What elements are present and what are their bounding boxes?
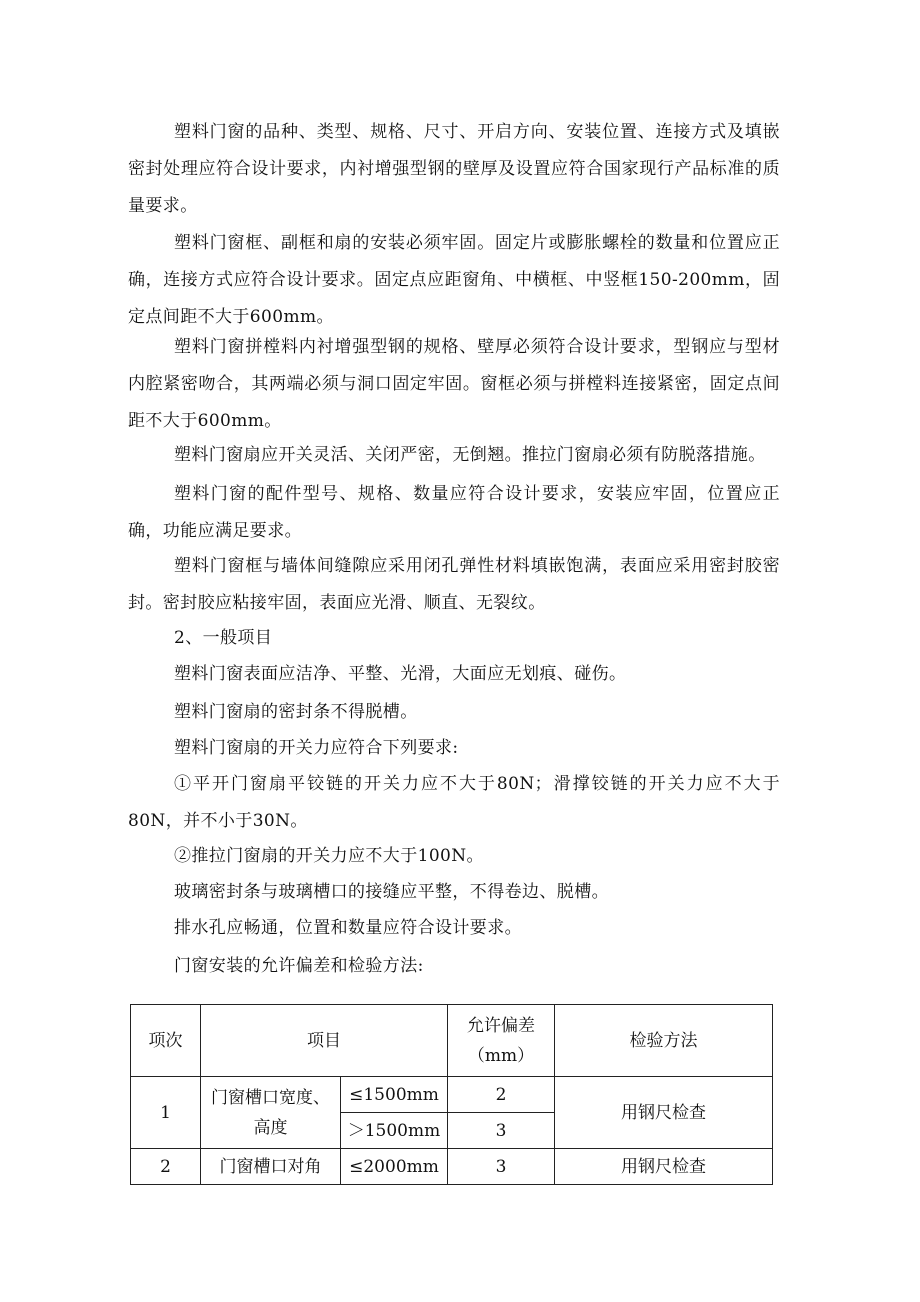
- paragraph-7: 塑料门窗表面应洁净、平整、光滑，大面应无划痕、碰伤。: [174, 664, 627, 684]
- header-index: 项次: [131, 1005, 201, 1077]
- row1-sub1-range: ≤1500mm: [341, 1077, 448, 1113]
- header-tolerance: [448, 1005, 555, 1077]
- paragraph-8: 塑料门窗扇的密封条不得脱槽。: [174, 702, 418, 722]
- row1-item-line1: 门窗槽口宽度、: [211, 1087, 330, 1108]
- row1-method: 用钢尺检查: [555, 1077, 773, 1149]
- tolerance-table: [130, 1004, 773, 1185]
- paragraph-2: 塑料门窗框、副框和扇的安装必须牢固。固定片或膨胀螺栓的数量和位置应正确，连接方式应符合设计要求。固定点应距窗角、中横框、中竖框150-200mm，固定点间距不大于600mm。: [128, 233, 780, 327]
- section-heading-general: 2、一般项目: [174, 628, 273, 648]
- paragraph-11: ②推拉门窗扇的开关力应不大于100N。: [174, 846, 484, 866]
- table-row: [131, 1149, 773, 1185]
- row2-item: 门窗槽口对角: [201, 1149, 341, 1185]
- table-row: [131, 1077, 773, 1113]
- row1-index: 1: [131, 1077, 201, 1149]
- row1-item: [201, 1077, 341, 1149]
- paragraph-13: 排水孔应畅通，位置和数量应符合设计要求。: [174, 918, 522, 938]
- row2-range: ≤2000mm: [341, 1149, 448, 1185]
- row2-method: 用钢尺检查: [555, 1149, 773, 1185]
- row2-tolerance: 3: [448, 1149, 555, 1185]
- paragraph-3: 塑料门窗拼樘料内衬增强型钢的规格、壁厚必须符合设计要求，型钢应与型材内腔紧密吻合，其两端必须与洞口固定牢固。窗框必须与拼樘料连接紧密，固定点间距不大于600mm。: [128, 337, 780, 431]
- paragraph-1: 塑料门窗的品种、类型、规格、尺寸、开启方向、安装位置、连接方式及填嵌密封处理应符合设计要求，内衬增强型钢的壁厚及设置应符合国家现行产品标准的质量要求。: [128, 122, 780, 216]
- header-tolerance-line1: 允许偏差: [467, 1015, 535, 1036]
- paragraph-6: 塑料门窗框与墙体间缝隙应采用闭孔弹性材料填嵌饱满，表面应采用密封胶密封。密封胶应粘接牢固，表面应光滑、顺直、无裂纹。: [128, 556, 780, 613]
- table-header-row: [131, 1005, 773, 1077]
- paragraph-14: 门窗安装的允许偏差和检验方法:: [174, 956, 424, 976]
- paragraph-12: 玻璃密封条与玻璃槽口的接缝应平整，不得卷边、脱槽。: [174, 882, 609, 902]
- paragraph-4: 塑料门窗扇应开关灵活、关闭严密，无倒翘。推拉门窗扇必须有防脱落措施。: [174, 445, 766, 465]
- row1-sub1-tolerance: 2: [448, 1077, 555, 1113]
- paragraph-5: 塑料门窗的配件型号、规格、数量应符合设计要求，安装应牢固，位置应正确，功能应满足要求。: [128, 484, 780, 541]
- row1-sub2-tolerance: 3: [448, 1113, 555, 1149]
- header-method: 检验方法: [555, 1005, 773, 1077]
- paragraph-10: ①平开门窗扇平铰链的开关力应不大于80N；滑撑铰链的开关力应不大于80N，并不小于30N。: [128, 774, 780, 831]
- paragraph-9: 塑料门窗扇的开关力应符合下列要求:: [174, 738, 459, 758]
- header-item: 项目: [201, 1005, 448, 1077]
- row2-index: 2: [131, 1149, 201, 1185]
- header-tolerance-line2: （mm）: [467, 1045, 535, 1066]
- row1-sub2-range: ＞1500mm: [341, 1113, 448, 1149]
- row1-item-line2: 高度: [253, 1117, 288, 1138]
